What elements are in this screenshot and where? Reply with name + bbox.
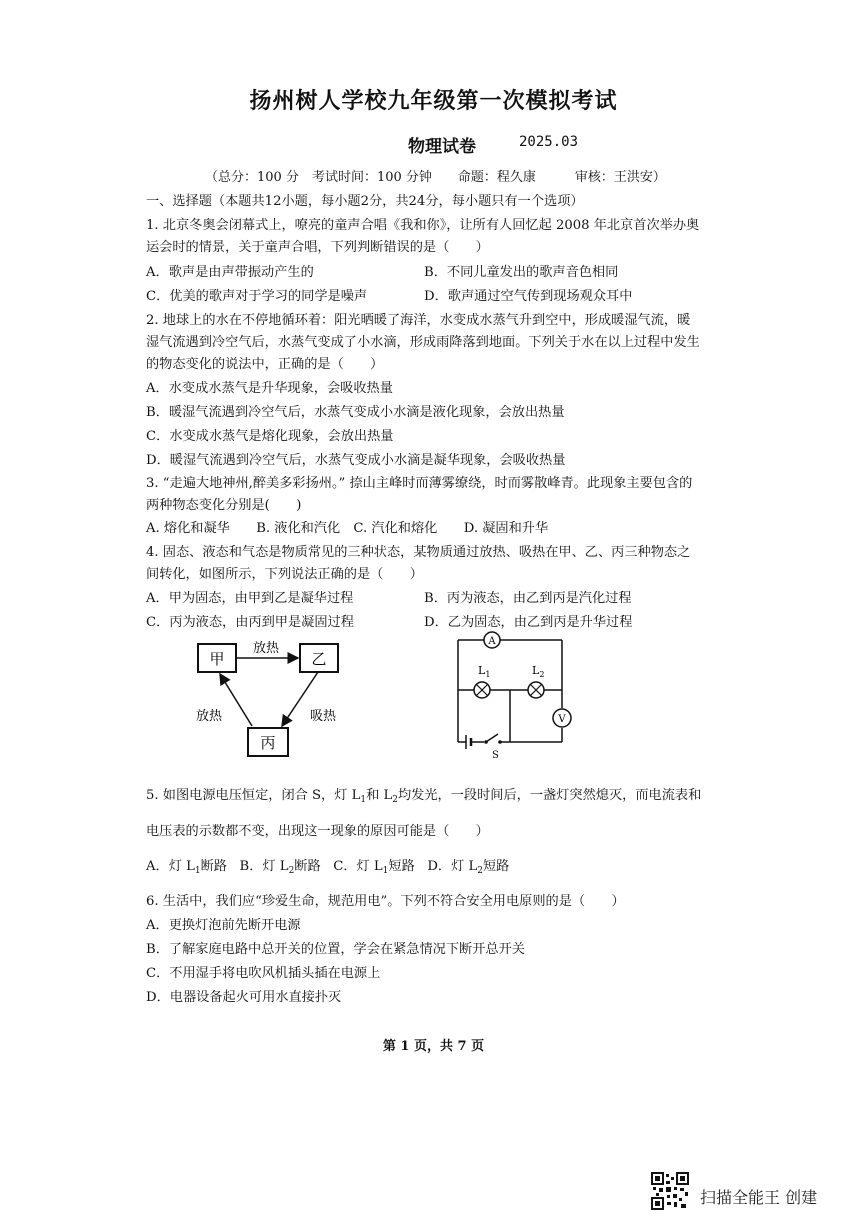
q6-option-a: A．更换灯泡前先断开电源 <box>146 918 301 933</box>
q4-stem-line1: 4. 固态、液态和气态是物质常见的三种状态，某物质通过放热、吸热在甲、乙、丙三种物态之 <box>146 545 691 560</box>
q2-option-b: B．暖湿气流遇到冷空气后，水蒸气变成小水滴是液化现象，会放出热量 <box>146 405 565 420</box>
q1-option-b: B．不同儿童发出的歌声音色相同 <box>424 265 619 280</box>
q6-option-c: C．不用湿手将电吹风机插头插在电源上 <box>146 966 381 981</box>
q3-stem-line1: 3. “走遍大地神州,醉美多彩扬州。” 捺山主峰时而薄雾缭绕，时而雾散峰青。此现象主要包含的 <box>146 476 693 491</box>
section-heading: 一、选择题（本题共12小题，每小题2分，共24分，每小题只有一个选项） <box>146 194 584 209</box>
q2-stem-line3: 的物态变化的说法中，正确的是（ ） <box>146 357 384 372</box>
q6-stem: 6. 生活中，我们应“珍爱生命，规范用电”。下列不符合安全用电原则的是（ ） <box>146 894 625 909</box>
q5-option-d: D．灯 $L_2$短路 <box>427 859 510 876</box>
q5-option-c: C．灯 $L_1$短路 <box>333 859 415 876</box>
label-right-absorb-heat: 吸热 <box>310 709 337 724</box>
q5-stem-line1: 5. 如图电源电压恒定，闭合 S，灯 $L_1$和 $L_2$均发光，一段时间后，一盏灯突然熄灭，而电流表和 <box>146 788 702 805</box>
q4-option-c: C．丙为液态，由丙到甲是凝固过程 <box>146 615 354 630</box>
switch <box>486 734 498 742</box>
q2-option-d: D．暖湿气流遇到冷空气后，水蒸气变成小水滴是凝华现象，会吸收热量 <box>146 453 566 468</box>
q3-options: A. 熔化和凝华 B. 液化和汽化 C. 汽化和熔化 D. 凝固和升华 <box>146 521 549 536</box>
scanner-watermark: 扫描全能王 创建 <box>700 1188 818 1207</box>
exam-date: 2025.03 <box>519 134 579 150</box>
voltmeter-label: V <box>558 714 566 725</box>
exam-title: 扬州树人学校九年级第一次模拟考试 <box>249 88 618 114</box>
q4-option-b: B．丙为液态，由乙到丙是汽化过程 <box>424 591 632 606</box>
subject-title: 物理试卷 <box>408 137 476 157</box>
q1-stem-line2: 运会时的情景，关于童声合唱，下列判断错误的是（ ） <box>146 240 489 255</box>
q4-option-a: A．甲为固态，由甲到乙是凝华过程 <box>146 591 354 606</box>
q5-options <box>146 855 509 876</box>
state-change-diagram <box>186 634 356 764</box>
exam-meta: （总分：100 分 考试时间：100 分钟 命题：程久康 审核：王洪安） <box>205 170 666 185</box>
q2-option-c: C．水变成水蒸气是熔化现象，会放出热量 <box>146 429 394 444</box>
q3-stem-line2: 两种物态变化分别是( ) <box>146 498 302 513</box>
page-footer: 第 1 页，共 7 页 <box>382 1039 485 1054</box>
q1-stem-line1: 1. 北京冬奥会闭幕式上，嘹亮的童声合唱《我和你》，让所有人回忆起 2008 年北京首次举办奥 <box>146 218 700 233</box>
lamp-l2-label: $L_2$ <box>532 664 545 679</box>
switch-label: S <box>492 750 499 760</box>
ammeter-label: A <box>488 636 496 647</box>
q1-option-a: A．歌声是由声带振动产生的 <box>146 265 314 280</box>
arrow-bing-to-jia <box>220 674 252 726</box>
label-left-release-heat: 放热 <box>196 709 223 724</box>
q1-option-c: C．优美的歌声对于学习的同学是噪声 <box>146 289 368 304</box>
q5-option-a: A．灯 $L_1$断路 <box>146 859 227 876</box>
q5-stem-line2: 电压表的示数都不变，出现这一现象的原因可能是（ ） <box>146 824 489 839</box>
q1-option-d: D．歌声通过空气传到现场观众耳中 <box>424 289 633 304</box>
circuit-diagram <box>452 628 578 760</box>
qr-code-icon <box>651 1172 689 1210</box>
q6-option-b: B．了解家庭电路中总开关的位置，学会在紧急情况下断开总开关 <box>146 942 525 957</box>
lamp-l1-label: $L_1$ <box>478 664 491 679</box>
label-yi: 乙 <box>311 650 327 668</box>
q4-option-d: D．乙为固态，由乙到丙是升华过程 <box>424 615 633 630</box>
label-top-release-heat: 放热 <box>252 641 280 656</box>
q2-stem-line2: 湿气流遇到冷空气后，水蒸气变成了小水滴，形成雨降落到地面。下列关于水在以上过程中发生 <box>146 335 700 350</box>
label-jia: 甲 <box>209 650 225 668</box>
q2-option-a: A．水变成水蒸气是升华现象，会吸收热量 <box>146 381 393 396</box>
q4-stem-line2: 间转化，如图所示，下列说法正确的是（ ） <box>146 567 423 582</box>
q5-option-b: B．灯 $L_2$断路 <box>239 859 321 876</box>
q6-option-d: D．电器设备起火可用水直接扑灭 <box>146 990 342 1005</box>
label-bing: 丙 <box>260 734 276 752</box>
q2-stem-line1: 2. 地球上的水在不停地循环着：阳光晒暖了海洋，水变成水蒸气升到空中，形成暖湿气流，暖 <box>146 313 691 328</box>
